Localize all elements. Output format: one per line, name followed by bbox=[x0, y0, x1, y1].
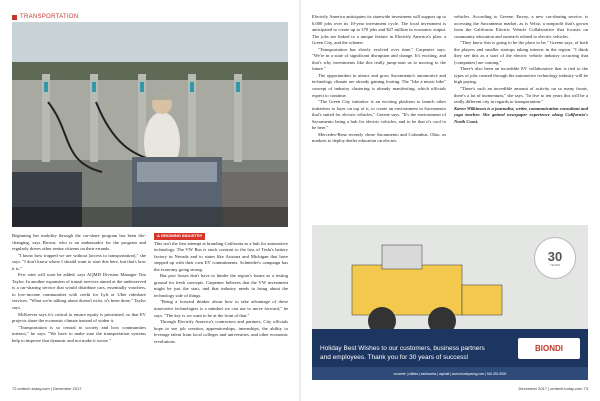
ad-contact-bar[interactable]: concrete | utilities | earthworks | asphalt | www.biondipaving.com | 916.391.5900 bbox=[312, 367, 588, 380]
photo-illustration bbox=[12, 22, 288, 227]
paragraph: But port losses don't have to hinder the region's future as a testing ground for fresh concepts. Carpenter believes that the VW investment might be just the start, and that industry needs to bring about the technology side of things. bbox=[154, 273, 288, 298]
section-subhead: A GROWING INDUSTRY bbox=[154, 233, 205, 240]
left-column-1 bbox=[12, 233, 146, 344]
biondi-logo bbox=[518, 338, 580, 359]
page-gutter bbox=[299, 0, 301, 401]
paragraph: vehicles. According to Greene, Envoy, a new car-sharing service, is accessing the Sacramento market, as is Veloz, a nonprofit that's grown from the California Electric Vehicle Collaborative that focuses on community education and outreach related to electric vehicles. bbox=[454, 14, 588, 39]
badge-number: 30 bbox=[547, 248, 563, 264]
paragraph: "Transportation is so central to society and how communities interact," he says. "We have to make sure the transportation systems help to improve that dynamic and not make it worse." bbox=[12, 324, 146, 343]
badge-label: YEARS bbox=[549, 262, 561, 267]
ev-charging-photo bbox=[12, 22, 288, 227]
left-footer: 72 cmtech.today.com | December 2017 bbox=[12, 386, 82, 391]
paragraph: "There's such an incredible amount of activity on so many fronts, there's a lot of momentum," she says. "In five to ten years this will be a really different city in regards to transportation." bbox=[454, 86, 588, 105]
section-label: TRANSPORTATION bbox=[20, 14, 79, 20]
paragraph: Mercedes-Benz recently chose Sacramento and Columbus, Ohio, as markets to deploy dealer education on electric bbox=[312, 131, 446, 144]
paragraph: Beginning her mobility through the car-share program has been life-changing, says Brown, who is an ambassador for the program and regularly drives other senior citizens on their errands. bbox=[12, 233, 146, 252]
paragraph: Electrify America anticipates its statewide investment will support up to 6,000 jobs over its 10-year investment cycle. The local investment is anticipated to create up to 370 jobs and $27 million in economic output. The jobs are linked to a unique feature in Electrify America's plan: a Green City, and the scheme. bbox=[312, 14, 446, 46]
right-column-2 bbox=[454, 14, 588, 125]
right-column-1 bbox=[312, 14, 446, 145]
paragraph: Few sites will soon be added, says AQMD Division Manager Tim Taylor. In another expansion of transit services aimed at the underserved is a car-sharing service that would distribute cars, essentially vouchers, to low-income communities with credit for Lyft or Uber rideshare services. "What we're talking about doesn't exist, it's been done," Taylor says. bbox=[12, 272, 146, 311]
section-tag bbox=[12, 14, 79, 20]
left-column-2 bbox=[154, 233, 288, 345]
paragraph: "They know this is going to be the place to be," Greene says, of both the players and smaller startups taking interest in the region. "I think they see this as a start of the electric vehicle industry occurring that [companies] are coming." bbox=[454, 40, 588, 65]
paragraph: There's also been an incredible EV collaborative that is tied to the types of jobs created through the automotive technology industry will be high paying. bbox=[454, 66, 588, 85]
paragraph: The opportunities to attract and grow Sacramento's automotive and technology climate are already gaining footing. The "like a music bike" concept of industry clustering is already manifesting, which officials expect to continue. bbox=[312, 72, 446, 98]
paragraph: "The Green City initiative is an exciting platform to launch other initiatives to layer on top of it, to create an environment in Sacramento that's suited for electric vehicles," Greene says. "It's the environment of Sacramento being a hub for electric vehicles, and to be that it's cool to be here." bbox=[312, 99, 446, 131]
paragraph: McKeever says it's critical to ensure equity is prioritized, so that EV projects share the economic climate instead of widen it. bbox=[12, 311, 146, 324]
right-footer: December 2017 | cmtech.today.com 73 bbox=[518, 386, 588, 391]
section-square-icon bbox=[12, 15, 17, 20]
paragraph: Through Electrify America's contractors and partners, City officials hope to see job creation, apprenticeships, internships, the ability to leverage talent from local colleges and universities, and other economic revolutions. bbox=[154, 319, 288, 344]
paragraph: "Transportation has slowly evolved over time," Carpenter says. "We're in a state of significant disruption and change. It's exciting, and that's why investments like this really jump-start us to moving to the future." bbox=[312, 46, 446, 72]
ad-message: Holiday Best Wishes to our customers, business partners and employees. Thank you for 30 years of success! bbox=[320, 345, 485, 361]
advertisement[interactable] bbox=[312, 225, 588, 380]
anniversary-badge bbox=[534, 237, 576, 279]
paragraph: "I know how trapped we are without [access to transportation]," she says. "I don't know where I should want to start this here, but that's how it is." bbox=[12, 252, 146, 271]
logo-brand: BIONDI bbox=[535, 344, 563, 353]
author-bio: Karen Wilkinson is a journalist, writer, communication consultant and yoga teacher. She gained newspaper experience along California's North Coast. bbox=[454, 105, 588, 124]
paragraph: This isn't the first attempt at branding California as a hub for automotive technology. The VW Bus is stock contrast to the loss of Tesla's battery factory in Nevada and to states like Arizona and Michigan that have stepped up with their own EV commitments, Schneider's campaign has the economy going strong. bbox=[154, 240, 288, 272]
paragraph: "Being a forward thinker about how to take advantage of these innovative technologies is a mindset we can use to move forward," he says. "The key is we want to be at the front of that." bbox=[154, 299, 288, 318]
